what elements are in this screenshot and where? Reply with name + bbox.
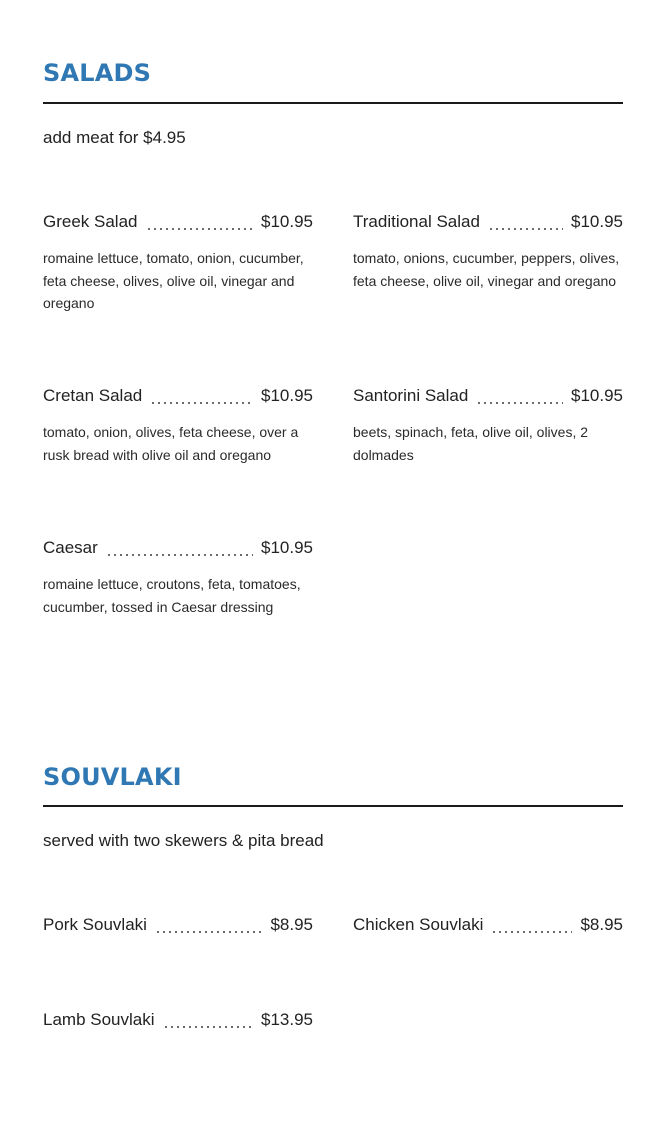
menu-item <box>353 386 623 466</box>
dot-leader <box>146 227 254 231</box>
item-name: Greek Salad <box>43 212 138 231</box>
section-divider <box>43 805 623 807</box>
item-description: tomato, onion, olives, feta cheese, over a rusk bread with olive oil and oregano <box>43 424 299 463</box>
item-price: $10.95 <box>261 538 313 557</box>
dot-leader <box>163 1025 253 1029</box>
item-description: romaine lettuce, croutons, feta, tomatoes, cucumber, tossed in Caesar dressing <box>43 576 301 615</box>
item-price: $13.95 <box>261 1010 313 1029</box>
dot-leader <box>150 401 253 405</box>
menu-item <box>43 538 313 618</box>
souvlaki-section <box>43 762 623 1062</box>
dot-leader <box>106 553 253 557</box>
menu-item <box>43 212 313 315</box>
section-title: SOUVLAKI <box>43 763 182 791</box>
salads-section <box>43 58 623 658</box>
item-price: $10.95 <box>571 386 623 405</box>
item-price: $10.95 <box>261 212 313 231</box>
item-name: Traditional Salad <box>353 212 480 231</box>
section-note: served with two skewers & pita bread <box>43 831 324 850</box>
section-title: SALADS <box>43 59 152 87</box>
section-note: add meat for $4.95 <box>43 128 186 147</box>
item-name: Pork Souvlaki <box>43 915 147 934</box>
menu-item <box>43 915 313 939</box>
dot-leader <box>476 401 563 405</box>
dot-leader <box>155 930 263 934</box>
item-name: Lamb Souvlaki <box>43 1010 155 1029</box>
item-name: Santorini Salad <box>353 386 469 405</box>
dot-leader <box>488 227 563 231</box>
item-price: $8.95 <box>580 915 623 934</box>
menu-item <box>43 1010 313 1034</box>
menu-item <box>353 915 623 939</box>
item-name: Cretan Salad <box>43 386 143 405</box>
item-price: $8.95 <box>270 915 313 934</box>
menu-item <box>43 386 313 466</box>
item-description: romaine lettuce, tomato, onion, cucumber, feta cheese, olives, olive oil, vinegar and oregano <box>43 250 304 311</box>
menu-item <box>353 212 623 292</box>
item-description: beets, spinach, feta, olive oil, olives, 2 dolmades <box>353 424 589 463</box>
item-name: Caesar <box>43 538 98 557</box>
section-divider <box>43 102 623 104</box>
item-price: $10.95 <box>571 212 623 231</box>
item-name: Chicken Souvlaki <box>353 915 484 934</box>
dot-leader <box>491 930 572 934</box>
item-description: tomato, onions, cucumber, peppers, olives, feta cheese, olive oil, vinegar and oregano <box>353 250 620 289</box>
item-price: $10.95 <box>261 386 313 405</box>
